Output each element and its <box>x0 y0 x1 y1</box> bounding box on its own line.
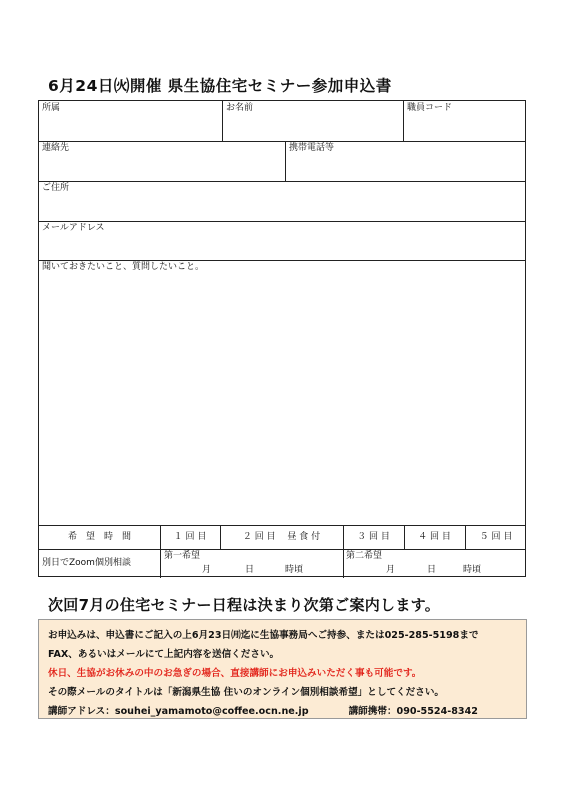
row-divider <box>39 549 525 550</box>
mobile-field[interactable]: 携帯電話等 <box>289 143 335 153</box>
slot-3[interactable]: ３ 回 目 <box>357 532 390 542</box>
col-divider <box>222 101 223 141</box>
col-divider <box>403 101 404 141</box>
first-choice-time[interactable]: 時頃 <box>285 565 304 575</box>
row-divider <box>39 181 525 182</box>
slot-2[interactable]: ２ 回 目 昼 食 付 <box>242 532 321 542</box>
zoom-consult-label: 別日でZoom個別相談 <box>42 558 131 568</box>
slot-4[interactable]: ４ 回 目 <box>418 532 451 542</box>
instructor-phone[interactable]: 講師携帯：090-5524-8342 <box>348 706 478 717</box>
row-divider <box>39 525 525 526</box>
email-field[interactable]: メールアドレス <box>42 223 105 233</box>
first-choice-label: 第一希望 <box>164 551 201 561</box>
notice-line-1: お申込みは、申込書にご記入の上6月23日㈪迄に生協事務局へご持参、または025-285-5198まで <box>48 630 479 641</box>
address-field[interactable]: ご住所 <box>42 183 70 193</box>
questions-field[interactable]: 聞いておきたいこと、質問したいこと。 <box>42 262 205 272</box>
slot-1[interactable]: １ 回 目 <box>173 532 207 542</box>
instructor-email[interactable]: 講師アドレス：souhei_yamamoto@coffee.ocn.ne.jp <box>48 706 309 717</box>
first-choice-day[interactable]: 日 <box>245 565 255 575</box>
row-divider <box>39 141 525 142</box>
next-seminar-notice: 次回7月の住宅セミナー日程は決まり次第ご案内します。 <box>48 596 441 614</box>
first-choice-month[interactable]: 月 <box>202 565 212 575</box>
slot-5[interactable]: ５ 回 目 <box>479 532 513 542</box>
second-choice-label: 第二希望 <box>346 551 383 561</box>
col-divider <box>285 141 286 181</box>
notice-line-2: FAX、あるいはメールにて上記内容を送信ください。 <box>48 649 280 660</box>
page-title: 6月24日㈫開催 県生協住宅セミナー参加申込書 <box>48 77 392 95</box>
name-field[interactable]: お名前 <box>226 103 254 113</box>
row-divider <box>39 260 525 261</box>
affiliation-field[interactable]: 所属 <box>42 103 61 113</box>
notice-warning: 休日、生協がお休みの中のお急ぎの場合、直接講師にお申込みいただく事も可能です。 <box>48 668 422 679</box>
row-divider <box>39 221 525 222</box>
preferred-time-label: 希 望 時 間 <box>67 532 131 542</box>
second-choice-day[interactable]: 日 <box>427 565 437 575</box>
notice-box <box>38 619 527 719</box>
staff-code-field[interactable]: 職員コード <box>407 103 453 113</box>
second-choice-time[interactable]: 時頃 <box>463 565 482 575</box>
instructor-contact <box>48 702 518 721</box>
notice-line-4: その際メールのタイトルは「新潟県生協 住いのオンライン個別相談希望」としてください。 <box>48 687 445 698</box>
contact-field[interactable]: 連絡先 <box>42 143 70 153</box>
application-form <box>38 100 526 577</box>
second-choice-month[interactable]: 月 <box>386 565 396 575</box>
